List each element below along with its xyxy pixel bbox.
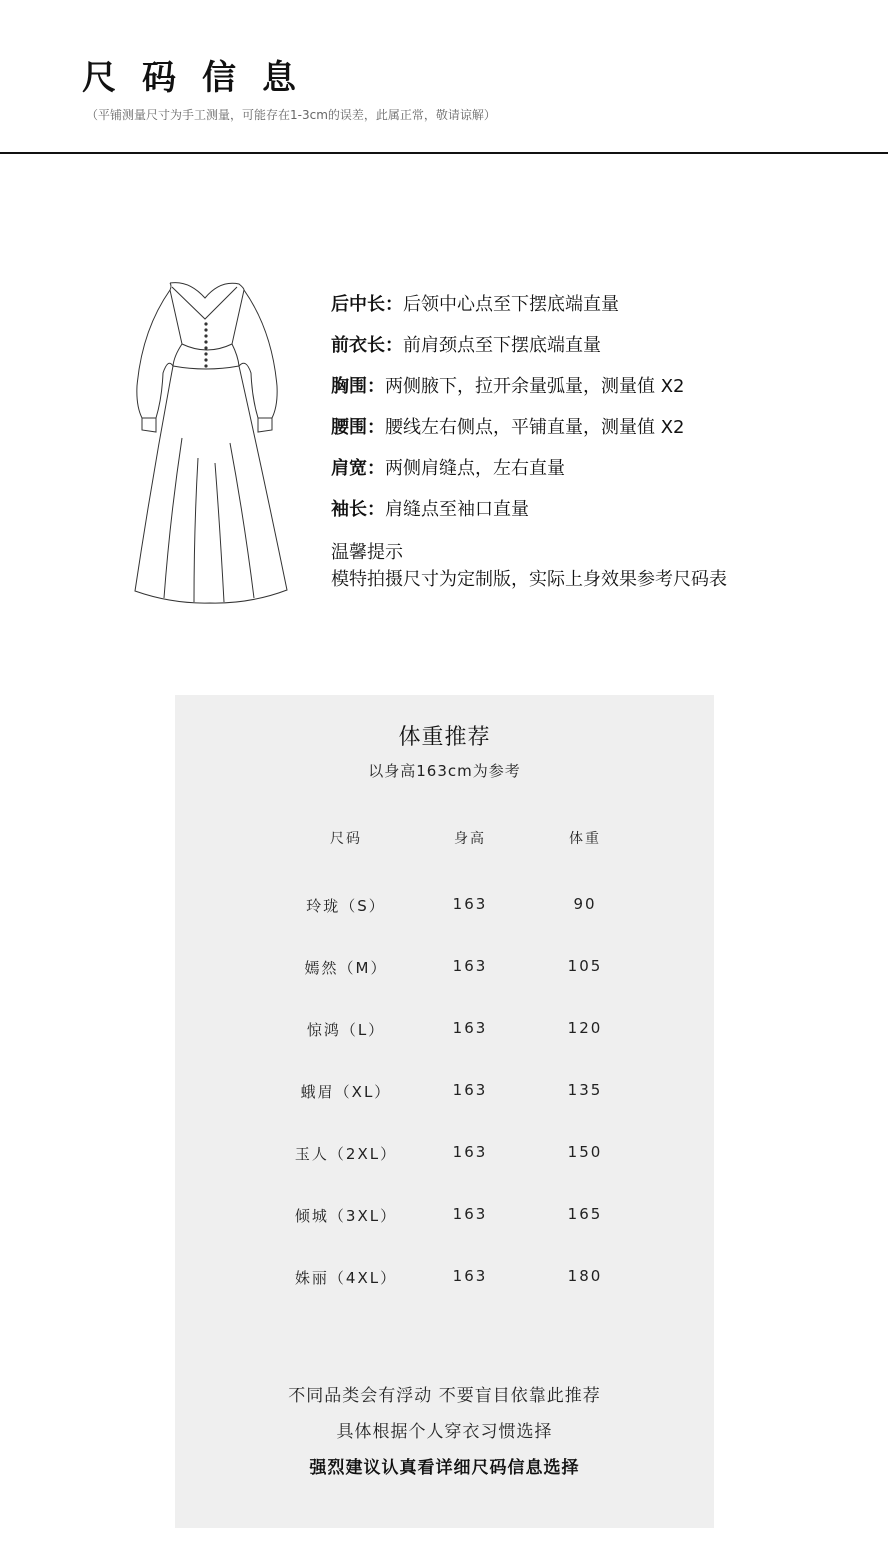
header-size: 尺码 bbox=[330, 831, 362, 847]
measure-desc: 肩缝点至袖口直量 bbox=[385, 499, 529, 520]
measure-label: 前衣长： bbox=[331, 335, 403, 356]
measure-front-length bbox=[331, 333, 871, 374]
measure-bust bbox=[331, 374, 871, 415]
tips-text: 模特拍摄尺寸为定制版，实际上身效果参考尺码表 bbox=[331, 569, 727, 590]
measure-label: 胸围： bbox=[331, 376, 385, 397]
size-cell: 惊鸿（L） bbox=[306, 1021, 386, 1039]
height-cell: 163 bbox=[452, 1019, 488, 1037]
weight-cell: 120 bbox=[567, 1019, 603, 1037]
header-divider bbox=[0, 152, 888, 154]
measure-sleeve bbox=[331, 497, 871, 538]
weight-cell: 90 bbox=[573, 895, 597, 913]
weight-cell: 105 bbox=[567, 957, 603, 975]
weight-cell: 165 bbox=[567, 1205, 603, 1223]
measure-desc: 两侧肩缝点，左右直量 bbox=[385, 458, 565, 479]
header-weight: 体重 bbox=[569, 831, 601, 847]
size-cell: 倾城（3XL） bbox=[294, 1207, 398, 1225]
recommendation-strong-note: 强烈建议认真看详细尺码信息选择 bbox=[309, 1458, 580, 1478]
measure-desc: 前肩颈点至下摆底端直量 bbox=[403, 335, 601, 356]
header-height: 身高 bbox=[454, 831, 486, 847]
measure-desc: 腰线左右侧点，平铺直量，测量值 X2 bbox=[385, 417, 685, 438]
measure-label: 袖长： bbox=[331, 499, 385, 520]
panel-subtitle: 以身高163cm为参考 bbox=[368, 762, 521, 780]
measurement-disclaimer: （平铺测量尺寸为手工测量，可能存在1-3cm的误差，此属正常，敬请谅解） bbox=[86, 108, 496, 122]
height-cell: 163 bbox=[452, 1143, 488, 1161]
weight-cell: 150 bbox=[567, 1143, 603, 1161]
height-cell: 163 bbox=[452, 1267, 488, 1285]
measurement-guide bbox=[331, 292, 871, 538]
weight-cell: 180 bbox=[567, 1267, 603, 1285]
height-cell: 163 bbox=[452, 895, 488, 913]
measure-shoulder bbox=[331, 456, 871, 497]
dress-illustration bbox=[132, 278, 292, 608]
weight-cell: 135 bbox=[567, 1081, 603, 1099]
measure-waist bbox=[331, 415, 871, 456]
size-cell: 蛾眉（XL） bbox=[300, 1083, 392, 1101]
recommendation-note: 具体根据个人穿衣习惯选择 bbox=[336, 1422, 553, 1442]
height-cell: 163 bbox=[452, 957, 488, 975]
measure-desc: 两侧腋下，拉开余量弧量，测量值 X2 bbox=[385, 376, 685, 397]
size-cell: 玲珑（S） bbox=[306, 897, 386, 915]
weight-recommendation-panel bbox=[175, 695, 714, 1528]
size-cell: 姝丽（4XL） bbox=[294, 1269, 398, 1287]
page-title: 尺码信息 bbox=[82, 58, 322, 98]
tips-heading: 温馨提示 bbox=[331, 542, 403, 563]
size-cell: 玉人（2XL） bbox=[294, 1145, 398, 1163]
recommendation-note: 不同品类会有浮动 不要盲目依靠此推荐 bbox=[288, 1386, 601, 1406]
measure-label: 腰围： bbox=[331, 417, 385, 438]
size-cell: 嫣然（M） bbox=[304, 959, 388, 977]
tips-block bbox=[331, 539, 727, 593]
measure-desc: 后领中心点至下摆底端直量 bbox=[403, 294, 619, 315]
height-cell: 163 bbox=[452, 1205, 488, 1223]
measure-back-length bbox=[331, 292, 871, 333]
panel-title: 体重推荐 bbox=[398, 725, 491, 750]
measure-label: 后中长： bbox=[331, 294, 403, 315]
height-cell: 163 bbox=[452, 1081, 488, 1099]
measure-label: 肩宽： bbox=[331, 458, 385, 479]
